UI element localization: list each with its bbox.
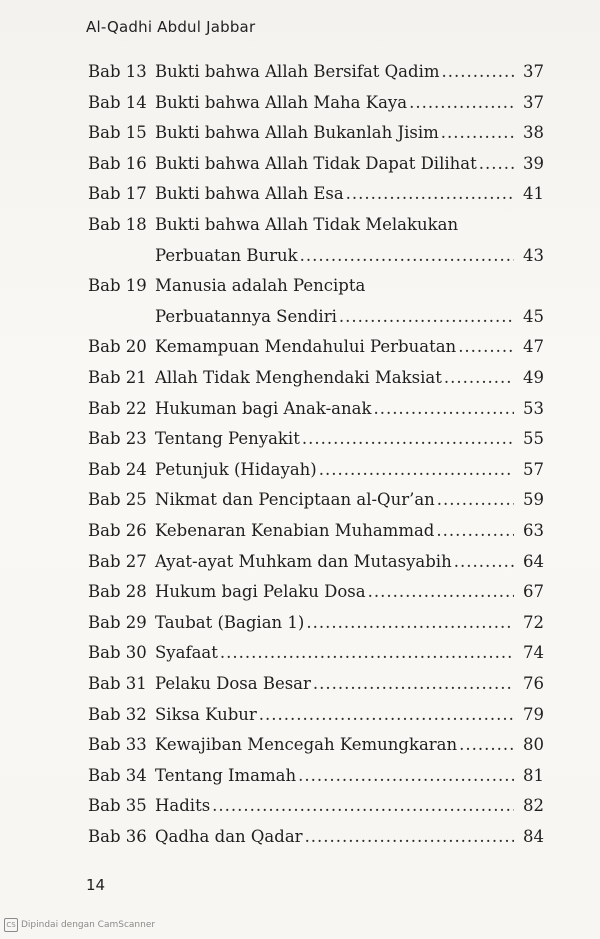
toc-chapter-number: Bab 13: [88, 62, 147, 81]
toc-chapter-title: Tentang Imamah: [155, 765, 297, 785]
camscanner-logo-icon: CS: [4, 918, 18, 932]
toc-entry-line: [0, 582, 600, 610]
toc-chapter-number: Bab 15: [88, 123, 147, 143]
toc-title-row: [155, 521, 544, 540]
toc-page-number: 72: [523, 612, 544, 632]
toc-title-row: [155, 613, 544, 632]
toc-title-row: [155, 582, 544, 601]
toc-entry-line: [0, 613, 600, 641]
toc-dot-leader: [259, 705, 514, 724]
toc-entry-line: [0, 766, 600, 794]
toc-entry-line: [0, 93, 600, 121]
toc-title-row: [155, 490, 544, 509]
toc-dot-leader: [305, 827, 514, 846]
toc-dot-leader: [436, 521, 514, 540]
toc-page-number: 39: [523, 153, 544, 173]
toc-dot-leader: [313, 674, 514, 693]
toc-title-row: [155, 827, 544, 846]
toc-dot-leader: [339, 307, 514, 326]
toc-entry-line: [0, 215, 600, 243]
toc-chapter-number: Bab 23: [88, 429, 147, 449]
toc-entry-line: [0, 796, 600, 824]
toc-title-row: [155, 307, 544, 326]
toc-page-number: 59: [523, 490, 544, 510]
toc-chapter-number: Bab 29: [88, 612, 147, 632]
toc-chapter-title: Qadha dan Qadar: [155, 827, 303, 846]
toc-entry-line: [0, 735, 600, 763]
toc-page-number: 80: [523, 735, 544, 755]
toc-chapter-number: Bab 25: [88, 490, 147, 510]
toc-dot-leader: [409, 93, 514, 112]
toc-dot-leader: [479, 154, 514, 173]
toc-chapter-title: Perbuatannya Sendiri: [155, 306, 337, 326]
toc-entry-line: [0, 276, 600, 304]
toc-page-number: 43: [523, 245, 544, 265]
toc-title-row: [155, 766, 544, 785]
toc-chapter-title: Bukti bahwa Allah Tidak Melakukan: [155, 215, 459, 234]
toc-chapter-number: Bab 28: [88, 582, 147, 602]
toc-chapter-title: Kemampuan Mendahului Perbuatan: [155, 337, 457, 357]
toc-chapter-number: Bab 26: [88, 521, 147, 540]
toc-dot-leader: [298, 766, 514, 785]
toc-chapter-number: Bab 21: [88, 368, 147, 387]
toc-page-number: 53: [523, 398, 544, 418]
toc-entry-line: [0, 62, 600, 90]
toc-chapter-number: Bab 22: [88, 398, 147, 418]
toc-title-row: [155, 796, 544, 815]
toc-chapter-title: Ayat-ayat Muhkam dan Mutasyabih: [155, 551, 452, 571]
toc-chapter-title: Hukuman bagi Anak-anak: [155, 398, 372, 418]
toc-chapter-number: Bab 19: [88, 276, 147, 296]
toc-dot-leader: [346, 184, 514, 203]
toc-title-row: [155, 337, 544, 356]
toc-entry-line: [0, 429, 600, 457]
toc-page-number: 57: [523, 459, 544, 479]
toc-title-row: [155, 552, 544, 571]
toc-dot-leader: [442, 62, 514, 81]
toc-chapter-number: Bab 35: [88, 796, 147, 816]
toc-dot-leader: [459, 735, 514, 754]
toc-entry-line: [0, 307, 600, 335]
toc-page-number: 37: [523, 92, 544, 112]
toc-chapter-title: Siksa Kubur: [155, 704, 257, 724]
toc-chapter-number: Bab 18: [88, 215, 147, 234]
toc-page-number: 45: [523, 306, 544, 326]
toc-entry-line: [0, 827, 600, 855]
toc-chapter-title: Taubat (Bagian 1): [155, 612, 305, 632]
toc-title-row: [155, 154, 544, 173]
toc-page-number: 76: [523, 674, 544, 693]
toc-title-row: [155, 399, 544, 418]
toc-chapter-title: Bukti bahwa Allah Bersifat Qadim: [155, 62, 440, 81]
toc-dot-leader: [220, 643, 514, 662]
toc-chapter-number: Bab 32: [88, 704, 147, 724]
toc-page-number: 74: [523, 643, 544, 663]
toc-title-row: [155, 460, 544, 479]
toc-chapter-title: Kebenaran Kenabian Muhammad: [155, 521, 435, 540]
toc-chapter-title: Tentang Penyakit: [155, 429, 300, 449]
scanner-watermark-text: Dipindai dengan CamScanner: [21, 920, 156, 930]
toc-chapter-title: Allah Tidak Menghendaki Maksiat: [155, 368, 442, 387]
toc-chapter-title: Bukti bahwa Allah Bukanlah Jisim: [155, 123, 439, 143]
toc-page-number: 67: [523, 582, 544, 602]
toc-chapter-number: Bab 17: [88, 184, 147, 204]
toc-chapter-number: Bab 30: [88, 643, 147, 663]
page-number: 14: [86, 876, 106, 894]
running-head: Al-Qadhi Abdul Jabbar: [86, 18, 256, 36]
toc-entry-line: [0, 337, 600, 365]
toc-dot-leader: [454, 552, 514, 571]
toc-entry-line: [0, 521, 600, 549]
toc-title-row: [155, 735, 544, 754]
toc-page-number: 55: [523, 429, 544, 449]
toc-chapter-title: Pelaku Dosa Besar: [155, 674, 311, 693]
toc-page-number: 49: [523, 368, 544, 387]
toc-dot-leader: [441, 123, 514, 142]
toc-page-number: 79: [523, 704, 544, 724]
toc-title-row: [155, 246, 544, 265]
toc-dot-leader: [319, 460, 514, 479]
toc-title-row: [155, 62, 544, 81]
toc-title-row: [155, 674, 544, 693]
toc-chapter-title: Bukti bahwa Allah Maha Kaya: [155, 92, 408, 112]
toc-chapter-title: Hukum bagi Pelaku Dosa: [155, 582, 366, 602]
toc-page-number: 38: [523, 123, 544, 143]
toc-entry-line: [0, 368, 600, 396]
toc-chapter-number: Bab 31: [88, 674, 147, 693]
toc-chapter-title: Manusia adalah Pencipta: [155, 276, 366, 296]
toc-chapter-number: Bab 34: [88, 765, 147, 785]
toc-entry-line: [0, 490, 600, 518]
toc-chapter-title: Kewajiban Mencegah Kemungkaran: [155, 735, 458, 755]
toc-entry-line: [0, 674, 600, 702]
toc-chapter-title: Nikmat dan Penciptaan al-Qur’an: [155, 490, 435, 510]
toc-chapter-number: Bab 36: [88, 827, 147, 846]
toc-dot-leader: [306, 613, 514, 632]
toc-chapter-title: Bukti bahwa Allah Tidak Dapat Dilihat: [155, 153, 477, 173]
toc-chapter-number: Bab 16: [88, 153, 147, 173]
toc-title-row: [155, 368, 544, 387]
toc-chapter-title: Bukti bahwa Allah Esa: [155, 184, 344, 204]
toc-chapter-number: Bab 33: [88, 735, 147, 755]
toc-page-number: 82: [523, 796, 544, 816]
toc-dot-leader: [444, 368, 514, 387]
toc-dot-leader: [212, 796, 514, 815]
toc-dot-leader: [368, 582, 514, 601]
scanner-watermark: [4, 918, 155, 932]
toc-page-number: 41: [523, 184, 544, 204]
toc-page-number: 37: [523, 62, 544, 81]
toc-chapter-title: Perbuatan Buruk: [155, 245, 298, 265]
toc-entry-line: [0, 460, 600, 488]
toc-page-number: 84: [523, 827, 544, 846]
toc-entry-line: [0, 643, 600, 671]
toc-page-number: 64: [523, 551, 544, 571]
toc-page-number: 81: [523, 765, 544, 785]
toc-dot-leader: [458, 337, 514, 356]
toc-title-row: [155, 184, 544, 203]
toc-title-row: [155, 643, 544, 662]
toc-chapter-title: Syafaat: [155, 643, 218, 663]
toc-title-row: [155, 276, 544, 295]
toc-title-row: [155, 705, 544, 724]
toc-chapter-number: Bab 20: [88, 337, 147, 357]
toc-dot-leader: [437, 490, 514, 509]
toc-entry-line: [0, 123, 600, 151]
toc-entry-line: [0, 705, 600, 733]
toc-dot-leader: [300, 246, 514, 265]
toc-title-row: [155, 93, 544, 112]
toc-chapter-number: Bab 14: [88, 92, 147, 112]
toc-chapter-number: Bab 27: [88, 551, 147, 571]
toc-title-row: [155, 123, 544, 142]
toc-entry-line: [0, 399, 600, 427]
toc-entry-line: [0, 552, 600, 580]
toc-chapter-title: Petunjuk (Hidayah): [155, 459, 317, 479]
toc-dot-leader: [302, 429, 514, 448]
toc-page-number: 47: [523, 337, 544, 357]
toc-chapter-number: Bab 24: [88, 459, 147, 479]
toc-page-number: 63: [523, 521, 544, 540]
toc-entry-line: [0, 246, 600, 274]
toc-title-row: [155, 429, 544, 448]
toc-title-row: [155, 215, 544, 234]
toc-entry-line: [0, 154, 600, 182]
toc-entry-line: [0, 184, 600, 212]
toc-chapter-title: Hadits: [155, 796, 211, 816]
toc-dot-leader: [373, 399, 514, 418]
